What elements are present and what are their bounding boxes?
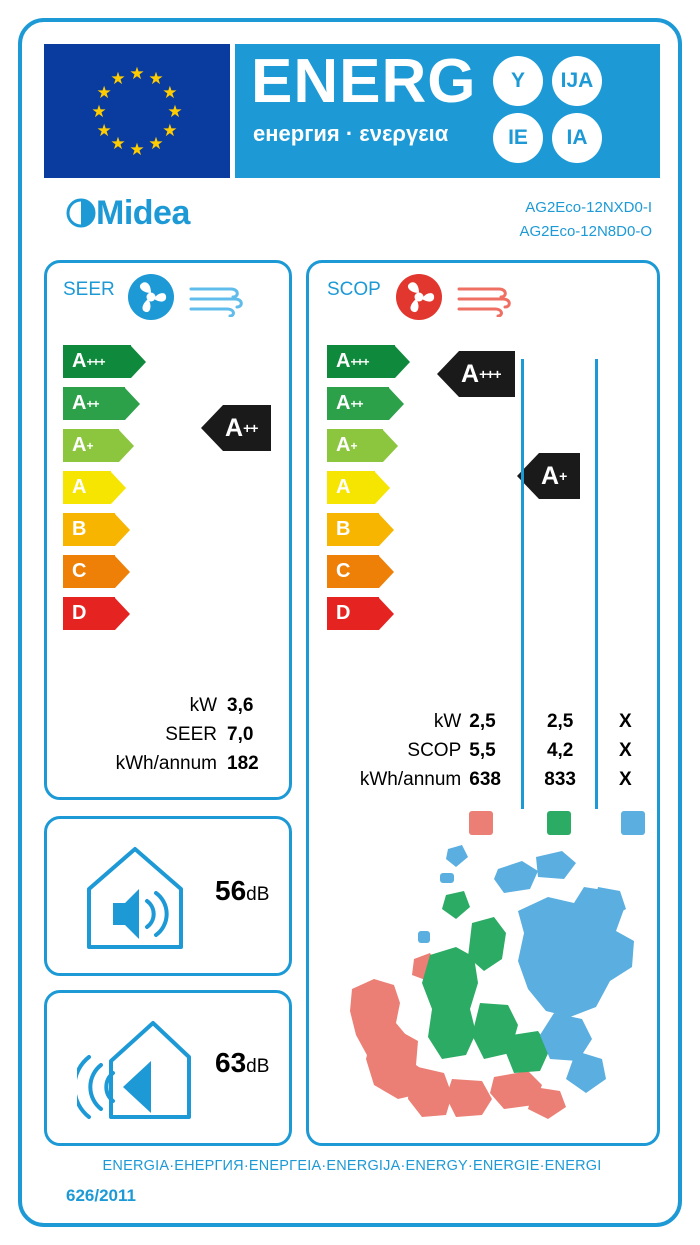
energy-class-bar: [327, 345, 410, 378]
energy-class-label: D: [327, 597, 379, 630]
label-header: [44, 44, 660, 178]
value-label: kW: [433, 711, 462, 732]
value-label: kWh/annum: [359, 769, 462, 790]
value-number: X: [619, 769, 632, 790]
suffix-circle-4: IA: [552, 113, 602, 163]
eu-star-icon: ★: [110, 134, 126, 154]
eu-star-icon: ★: [162, 82, 178, 102]
energy-class-label: A +: [327, 429, 383, 462]
energy-class-label: A: [327, 471, 375, 504]
rating-arrow-tip: [201, 405, 223, 451]
eu-star-icon: ★: [129, 63, 145, 83]
outdoor-noise-panel: [44, 990, 292, 1146]
suffix-circle-3: IE: [493, 113, 543, 163]
seer-rating-arrow: [201, 405, 271, 451]
energy-class-bar: [63, 513, 146, 546]
scop-values-table: [317, 711, 655, 798]
scop-title: SCOP: [327, 279, 381, 300]
value-number: X: [619, 711, 632, 732]
house-waves-icon: [77, 1009, 193, 1134]
rating-arrow-label: A +++: [459, 351, 515, 397]
seer-values-table: [57, 695, 277, 782]
value-number: X: [619, 740, 632, 761]
suffix-circle-1: Y: [493, 56, 543, 106]
energy-class-bar: [327, 513, 410, 546]
energy-class-arrow-tip: [379, 598, 394, 630]
midea-mark-icon: [66, 196, 96, 230]
energy-class-label: A ++: [63, 387, 125, 420]
regulation-number: 626/2011: [66, 1186, 136, 1205]
scop-rating-arrow-average: [517, 453, 580, 499]
value-number: 638: [469, 769, 501, 790]
energy-class-label: A +++: [327, 345, 395, 378]
value-number: 7,0: [227, 724, 254, 745]
language-suffix-circles: [490, 56, 650, 166]
rating-arrow-label: A +: [539, 453, 580, 499]
value-number: 3,6: [227, 695, 254, 716]
value-number: 182: [227, 753, 259, 774]
energy-class-bar: [63, 387, 146, 420]
energy-class-arrow-tip: [119, 430, 134, 462]
scop-rating-arrow-warm: [437, 351, 515, 397]
energy-word: ENERG: [251, 47, 477, 116]
scop-class-scale: [327, 345, 410, 639]
energy-class-bar: [327, 387, 410, 420]
fan-icon: [123, 269, 179, 330]
seer-title: SEER: [63, 279, 115, 300]
energy-class-arrow-tip: [383, 430, 398, 462]
value-label: kWh/annum: [115, 753, 217, 774]
footer-languages: ENERGIA·ЕНЕРГИЯ·ΕΝΕΡΓΕΙΑ·ENERGIJA·ENERGY·ENERGIE·ENERGI: [102, 1158, 602, 1174]
rating-arrow-label: A ++: [223, 405, 271, 451]
eu-star-icon: ★: [162, 120, 178, 140]
energy-class-bar: [63, 597, 146, 630]
energy-class-bar: [63, 555, 146, 588]
value-label: SEER: [165, 724, 217, 745]
brand-logo: [66, 194, 190, 233]
rating-arrow-tip: [437, 351, 459, 397]
value-row: [57, 695, 277, 717]
value-row: [57, 724, 277, 746]
energy-class-label: C: [327, 555, 379, 588]
outdoor-noise-value: [215, 1047, 269, 1079]
value-row: [317, 740, 655, 762]
energy-class-label: D: [63, 597, 115, 630]
seer-panel: [44, 260, 292, 800]
value-row: [57, 753, 277, 775]
energy-class-label: A ++: [327, 387, 389, 420]
energy-class-arrow-tip: [379, 514, 394, 546]
value-number: 2,5: [469, 711, 496, 732]
eu-flag-icon: [44, 44, 230, 178]
energy-class-bar: [63, 471, 146, 504]
energy-class-label: B: [63, 513, 115, 546]
energy-class-arrow-tip: [115, 556, 130, 588]
energy-class-bar: [327, 597, 410, 630]
outdoor-noise-number: 63: [215, 1047, 247, 1078]
energy-label: [18, 18, 682, 1227]
value-number: 2,5: [546, 711, 574, 732]
energy-class-bar: [63, 345, 146, 378]
suffix-circle-2: IJA: [552, 56, 602, 106]
energy-class-bar: [63, 429, 146, 462]
outdoor-noise-unit: dB: [246, 1056, 270, 1077]
value-number: 4,2: [546, 740, 574, 761]
energy-class-arrow-tip: [395, 346, 410, 378]
fan-icon: [391, 269, 447, 330]
energy-class-arrow-tip: [379, 556, 394, 588]
eu-star-icon: ★: [96, 120, 112, 140]
energy-class-arrow-tip: [125, 388, 140, 420]
energy-class-arrow-tip: [115, 514, 130, 546]
indoor-noise-value: [215, 875, 269, 907]
eu-star-icon: ★: [91, 101, 107, 121]
energy-class-arrow-tip: [111, 472, 126, 504]
energy-class-label: A: [63, 471, 111, 504]
value-row: [317, 769, 655, 791]
air-wave-icon: [187, 283, 249, 322]
model-numbers: [519, 196, 652, 244]
heat-wave-icon: [455, 283, 517, 322]
energy-class-bar: [327, 555, 410, 588]
house-speaker-icon: [77, 837, 193, 962]
eu-star-icon: ★: [148, 134, 164, 154]
energy-class-label: B: [327, 513, 379, 546]
europe-climate-map: [322, 827, 652, 1137]
value-label: SCOP: [407, 740, 462, 761]
energy-class-label: C: [63, 555, 115, 588]
energy-class-label: A +: [63, 429, 119, 462]
energy-banner: [235, 44, 660, 178]
value-number: 833: [544, 769, 576, 790]
value-number: 5,5: [469, 740, 496, 761]
energy-class-arrow-tip: [131, 346, 146, 378]
energy-class-bar: [327, 471, 410, 504]
eu-star-icon: ★: [148, 68, 164, 88]
energy-class-arrow-tip: [115, 598, 130, 630]
value-row: [317, 711, 655, 733]
energy-subtitle: енергия · ενεργεια: [253, 121, 449, 146]
eu-star-icon: ★: [129, 139, 145, 159]
eu-star-icon: ★: [96, 82, 112, 102]
model-indoor: AG2Eco-12NXD0-I: [525, 199, 652, 216]
indoor-noise-number: 56: [215, 875, 247, 906]
value-label: kW: [189, 695, 217, 716]
seer-class-scale: [63, 345, 146, 639]
energy-class-label: A +++: [63, 345, 131, 378]
eu-star-icon: ★: [110, 68, 126, 88]
energy-class-arrow-tip: [389, 388, 404, 420]
indoor-noise-unit: dB: [246, 884, 270, 905]
brand-logo-text: Midea: [96, 194, 190, 232]
brand-row: [44, 190, 660, 252]
indoor-noise-panel: [44, 816, 292, 976]
energy-class-bar: [327, 429, 410, 462]
energy-class-arrow-tip: [375, 472, 390, 504]
eu-star-icon: ★: [167, 101, 183, 121]
model-outdoor: AG2Eco-12N8D0-O: [519, 223, 652, 240]
